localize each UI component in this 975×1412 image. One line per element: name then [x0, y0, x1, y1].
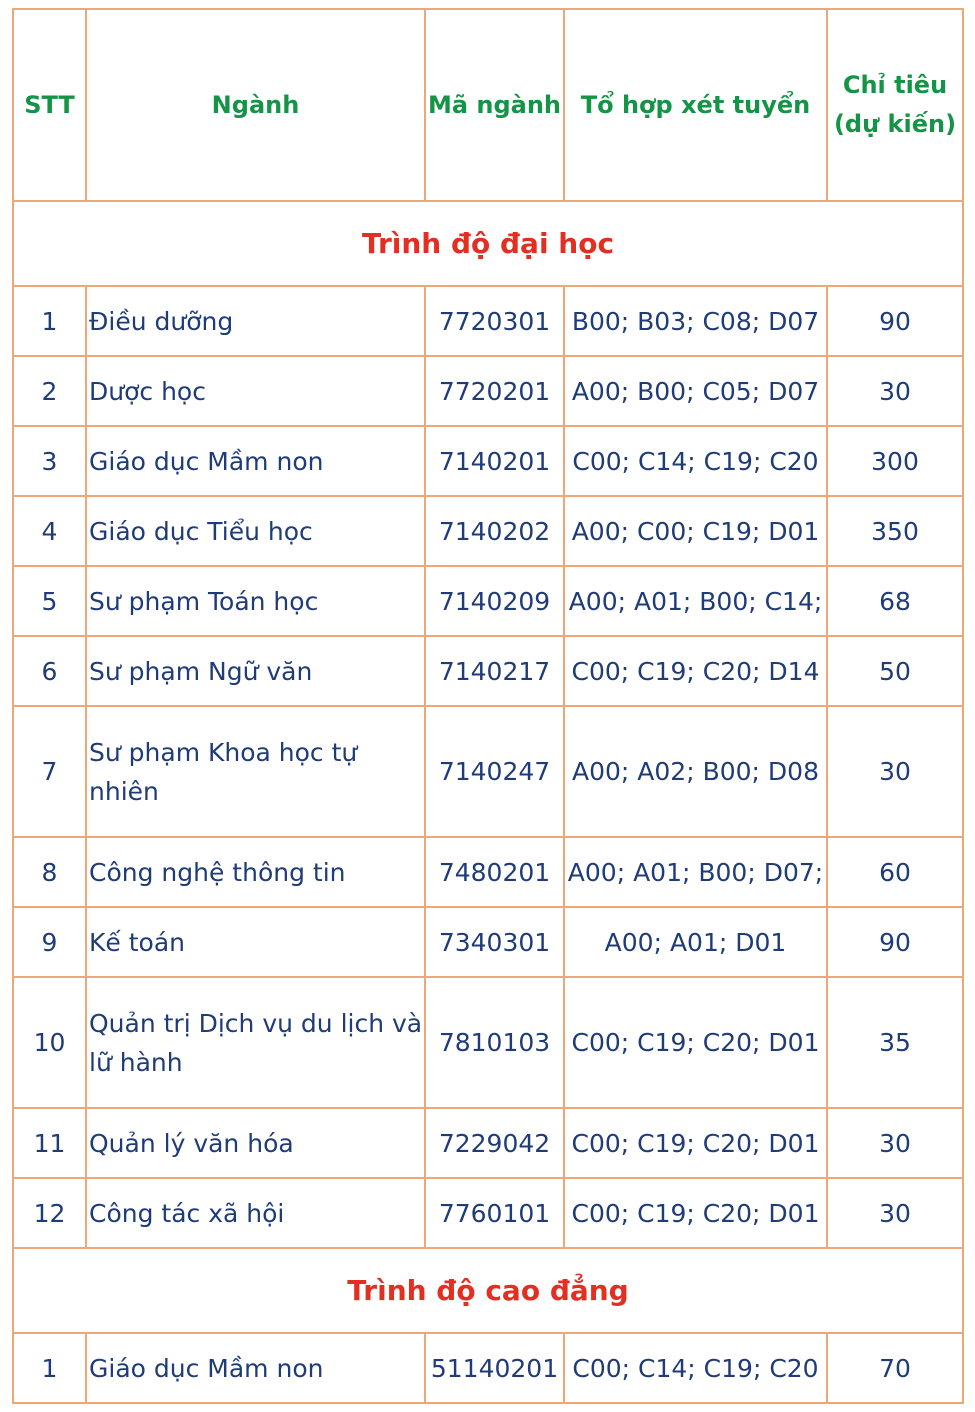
- cell-to-hop: A00; A01; B00; C14;: [564, 566, 827, 636]
- cell-to-hop: C00; C19; C20; D01: [564, 1178, 827, 1248]
- cell-stt: 6: [13, 636, 86, 706]
- section-row: [13, 1248, 963, 1333]
- cell-nganh: Giáo dục Mầm non: [86, 1333, 425, 1403]
- cell-nganh: Công nghệ thông tin: [86, 837, 425, 907]
- cell-to-hop: A00; A01; B00; D07;: [564, 837, 827, 907]
- cell-to-hop: B00; B03; C08; D07: [564, 286, 827, 356]
- cell-ma-nganh: 7340301: [425, 907, 564, 977]
- section-title: Trình độ đại học: [13, 201, 963, 286]
- cell-ma-nganh: 7229042: [425, 1108, 564, 1178]
- cell-ma-nganh: 7140202: [425, 496, 564, 566]
- table-row: [13, 1178, 963, 1248]
- cell-stt: 8: [13, 837, 86, 907]
- cell-ma-nganh: 7720301: [425, 286, 564, 356]
- table-header-row: [13, 9, 963, 201]
- cell-ma-nganh: 51140201: [425, 1333, 564, 1403]
- table-row: [13, 426, 963, 496]
- header-chi-tieu: Chỉ tiêu (dự kiến): [827, 9, 963, 201]
- table-row: [13, 286, 963, 356]
- admission-quota-table: [12, 8, 964, 1404]
- table-row: [13, 496, 963, 566]
- table-row: [13, 706, 963, 837]
- cell-to-hop: C00; C19; C20; D01: [564, 1108, 827, 1178]
- header-stt: STT: [13, 9, 86, 201]
- table-row: [13, 1108, 963, 1178]
- table-row: [13, 977, 963, 1108]
- cell-chi-tieu: 30: [827, 1178, 963, 1248]
- section-title: Trình độ cao đẳng: [13, 1248, 963, 1333]
- cell-nganh: Sư phạm Khoa học tự nhiên: [86, 706, 425, 837]
- cell-ma-nganh: 7140247: [425, 706, 564, 837]
- cell-ma-nganh: 7480201: [425, 837, 564, 907]
- cell-stt: 12: [13, 1178, 86, 1248]
- cell-stt: 5: [13, 566, 86, 636]
- cell-to-hop: A00; A02; B00; D08: [564, 706, 827, 837]
- cell-chi-tieu: 350: [827, 496, 963, 566]
- cell-to-hop: C00; C14; C19; C20: [564, 1333, 827, 1403]
- table-row: [13, 837, 963, 907]
- cell-chi-tieu: 70: [827, 1333, 963, 1403]
- cell-ma-nganh: 7140217: [425, 636, 564, 706]
- cell-ma-nganh: 7720201: [425, 356, 564, 426]
- cell-nganh: Giáo dục Tiểu học: [86, 496, 425, 566]
- cell-nganh: Sư phạm Ngữ văn: [86, 636, 425, 706]
- table-row: [13, 1333, 963, 1403]
- cell-chi-tieu: 90: [827, 907, 963, 977]
- header-to-hop: Tổ hợp xét tuyển: [564, 9, 827, 201]
- cell-nganh: Giáo dục Mầm non: [86, 426, 425, 496]
- cell-stt: 9: [13, 907, 86, 977]
- section-row: [13, 201, 963, 286]
- cell-to-hop: C00; C19; C20; D14: [564, 636, 827, 706]
- table-row: [13, 356, 963, 426]
- cell-nganh: Công tác xã hội: [86, 1178, 425, 1248]
- cell-to-hop: A00; A01; D01: [564, 907, 827, 977]
- cell-stt: 1: [13, 286, 86, 356]
- cell-chi-tieu: 30: [827, 1108, 963, 1178]
- cell-stt: 11: [13, 1108, 86, 1178]
- cell-to-hop: C00; C19; C20; D01: [564, 977, 827, 1108]
- cell-stt: 3: [13, 426, 86, 496]
- cell-chi-tieu: 30: [827, 706, 963, 837]
- cell-ma-nganh: 7760101: [425, 1178, 564, 1248]
- cell-nganh: Điều dưỡng: [86, 286, 425, 356]
- cell-nganh: Quản trị Dịch vụ du lịch và lữ hành: [86, 977, 425, 1108]
- cell-chi-tieu: 30: [827, 356, 963, 426]
- cell-chi-tieu: 60: [827, 837, 963, 907]
- cell-chi-tieu: 68: [827, 566, 963, 636]
- cell-to-hop: C00; C14; C19; C20: [564, 426, 827, 496]
- cell-ma-nganh: 7140201: [425, 426, 564, 496]
- cell-nganh: Quản lý văn hóa: [86, 1108, 425, 1178]
- cell-stt: 10: [13, 977, 86, 1108]
- cell-chi-tieu: 90: [827, 286, 963, 356]
- cell-nganh: Dược học: [86, 356, 425, 426]
- cell-stt: 2: [13, 356, 86, 426]
- cell-to-hop: A00; B00; C05; D07: [564, 356, 827, 426]
- cell-nganh: Sư phạm Toán học: [86, 566, 425, 636]
- table-row: [13, 636, 963, 706]
- cell-chi-tieu: 300: [827, 426, 963, 496]
- header-ma-nganh: Mã ngành: [425, 9, 564, 201]
- cell-stt: 7: [13, 706, 86, 837]
- table-row: [13, 907, 963, 977]
- cell-ma-nganh: 7810103: [425, 977, 564, 1108]
- cell-stt: 4: [13, 496, 86, 566]
- table-row: [13, 566, 963, 636]
- cell-chi-tieu: 50: [827, 636, 963, 706]
- cell-stt: 1: [13, 1333, 86, 1403]
- cell-ma-nganh: 7140209: [425, 566, 564, 636]
- cell-chi-tieu: 35: [827, 977, 963, 1108]
- cell-nganh: Kế toán: [86, 907, 425, 977]
- cell-to-hop: A00; C00; C19; D01: [564, 496, 827, 566]
- header-nganh: Ngành: [86, 9, 425, 201]
